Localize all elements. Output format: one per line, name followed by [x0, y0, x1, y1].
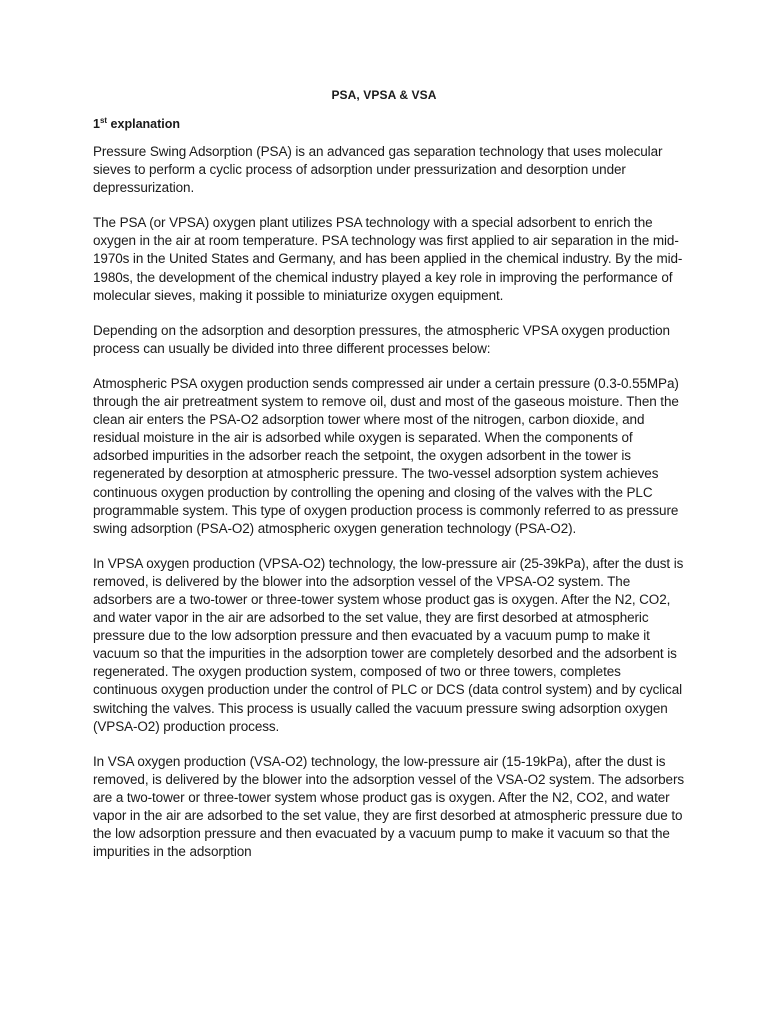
section-heading [93, 116, 180, 131]
section-number: 1 [93, 117, 100, 131]
document-body [93, 143, 685, 878]
paragraph-atmospheric-psa: Atmospheric PSA oxygen production sends compressed air under a certain pressure (0.3-0.55MPa) through the air pretreatment system to remove oil, dust and most of the gaseous moisture. Then the clean air enters the PSA-O2 adsorption tower where most of the nitrogen, carbon dioxide, and residual moisture in the air is adsorbed while oxygen is separated. When the components of adsorbed impurities in the adsorber reach the setpoint, the oxygen adsorbent in the tower is regenerated by desorption at atmospheric pressure. The two-vessel adsorption system achieves continuous oxygen production by controlling the opening and closing of the valves with the PLC programmable system. This type of oxygen production process is commonly referred to as pressure swing adsorption (PSA-O2) atmospheric oxygen generation technology (PSA-O2). [93, 375, 679, 536]
paragraph-psa-history: The PSA (or VPSA) oxygen plant utilizes PSA technology with a special adsorbent to enrich the oxygen in the air at room temperature. PSA technology was first applied to air separation in the mid-1970s in the United States and Germany, and has been applied in the chemical industry. By the mid-1980s, the development of the chemical industry played a key role in improving the performance of molecular sieves, making it possible to miniaturize oxygen equipment. [93, 215, 683, 303]
paragraph-vsa: In VSA oxygen production (VSA-O2) technology, the low-pressure air (15-19kPa), after the dust is removed, is delivered by the blower into the adsorption vessel of the VSA-O2 system. The adsorbers are a two-tower or three-tower system whose product gas is oxygen. After the N2, CO2, and water vapor in the air are adsorbed to the set value, they are first desorbed at atmospheric pressure due to the low adsorption pressure and then evacuated by a vacuum pump to make it vacuum so that the impurities in the adsorption [93, 753, 685, 860]
paragraph-vpsa: In VPSA oxygen production (VPSA-O2) technology, the low-pressure air (25-39kPa), after the dust is removed, is delivered by the blower into the adsorption vessel of the VPSA-O2 system. The adsorbers are a two-tower or three-tower system whose product gas is oxygen. After the N2, CO2, and water vapor in the air are adsorbed to the set value, they are first desorbed at atmospheric pressure due to the low adsorption pressure and then evacuated by a vacuum pump to make it vacuum so that the impurities in the adsorption tower are completely desorbed and the adsorbent is regenerated. The oxygen production system, composed of two or three towers, completes continuous oxygen production under the control of PLC or DCS (data control system) and by cyclical switching the valves. This process is usually called the vacuum pressure swing adsorption oxygen (VPSA-O2) production process. [93, 555, 684, 734]
paragraph-psa-definition: Pressure Swing Adsorption (PSA) is an advanced gas separation technology that uses molecular sieves to perform a cyclic process of adsorption under pressurization and desorption under depressurization. [93, 144, 663, 196]
section-ordinal-suffix: st [99, 116, 108, 125]
paragraph-process-intro: Depending on the adsorption and desorption pressures, the atmospheric VPSA oxygen production process can usually be divided into three different processes below: [93, 322, 670, 356]
section-label: explanation [107, 117, 181, 131]
document-title: PSA, VPSA & VSA [331, 88, 437, 102]
